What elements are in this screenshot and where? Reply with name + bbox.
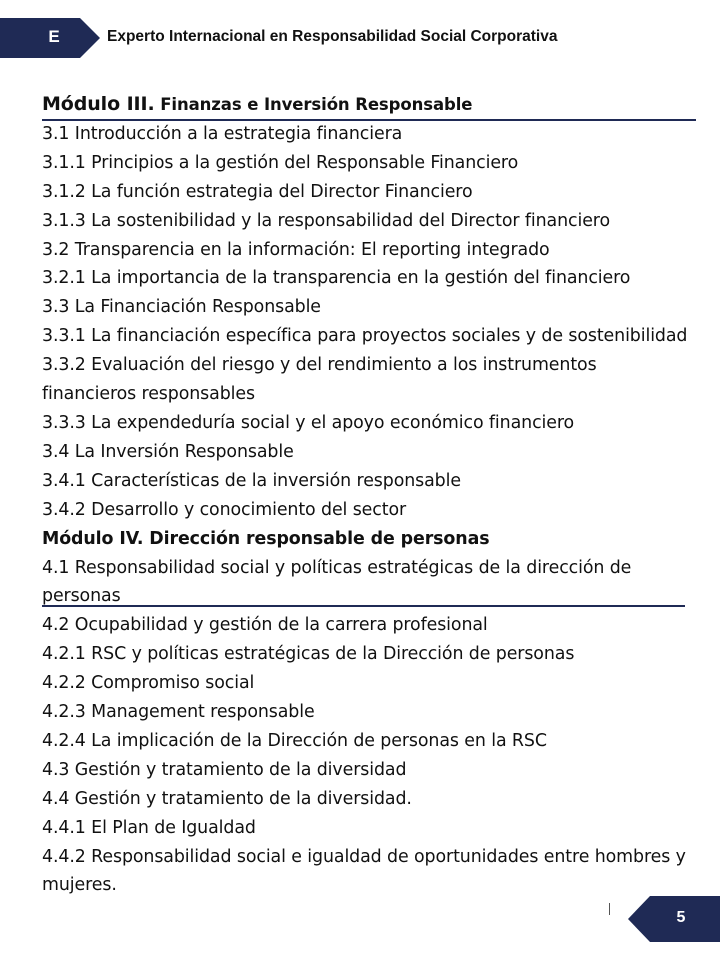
list-item: 4.2.2 Compromiso social <box>42 673 255 694</box>
list-item: 3.3.2 Evaluación del riesgo y del rendimiento a los instrumentos financieros responsables <box>42 355 597 405</box>
list-item: 4.4 Gestión y tratamiento de la diversidad. <box>42 788 412 809</box>
module-3-title: Finanzas e Inversión Responsable <box>154 95 473 114</box>
page-number-badge <box>628 896 720 942</box>
list-item: 3.3.1 La financiación específica para proyectos sociales y de sostenibilidad <box>42 326 688 347</box>
list-item: 3.4 La Inversión Responsable <box>42 441 294 462</box>
list-item: 3.1.3 La sostenibilidad y la responsabilidad del Director financiero <box>42 210 610 231</box>
list-item: 4.4.2 Responsabilidad social e igualdad de oportunidades entre hombres y mujeres. <box>42 846 686 896</box>
module-3-heading <box>42 90 714 120</box>
list-item: 4.2 Ocupabilidad y gestión de la carrera profesional <box>42 615 488 636</box>
list-item: 3.3.3 La expendeduría social y el apoyo económico financiero <box>42 412 575 433</box>
list-item: 3.2 Transparencia en la información: El reporting integrado <box>42 239 550 260</box>
document-title: Experto Internacional en Responsabilidad Social Corporativa <box>107 28 558 45</box>
list-item: 3.2.1 La importancia de la transparencia en la gestión del financiero <box>42 268 631 289</box>
section-badge <box>0 18 100 58</box>
list-item: 3.1.1 Principios a la gestión del Responsable Financiero <box>42 152 519 173</box>
list-item: 4.3 Gestión y tratamiento de la diversidad <box>42 759 407 780</box>
page-number: 5 <box>676 909 686 926</box>
course-syllabus <box>42 90 714 900</box>
list-item: 3.1 Introducción a la estrategia financiera <box>42 123 403 144</box>
list-item: 3.1.2 La función estrategia del Director Financiero <box>42 181 473 202</box>
list-item: 4.1 Responsabilidad social y políticas estratégicas de la dirección de personas <box>42 557 632 607</box>
list-item: 4.2.4 La implicación de la Dirección de personas en la RSC <box>42 730 547 751</box>
list-item: 3.3 La Financiación Responsable <box>42 297 321 318</box>
list-item: 4.2.1 RSC y políticas estratégicas de la Dirección de personas <box>42 644 575 665</box>
module-3-label: Módulo III. <box>42 93 155 115</box>
list-item: 4.2.3 Management responsable <box>42 702 315 723</box>
page-separator <box>609 903 610 915</box>
section-badge-letter: E <box>48 27 60 46</box>
list-item: 3.4.1 Características de la inversión responsable <box>42 470 461 491</box>
list-item: 4.4.1 El Plan de Igualdad <box>42 817 256 838</box>
list-item: 3.4.2 Desarrollo y conocimiento del sector <box>42 499 407 520</box>
module-4-heading: Módulo IV. Dirección responsable de personas <box>42 528 490 549</box>
